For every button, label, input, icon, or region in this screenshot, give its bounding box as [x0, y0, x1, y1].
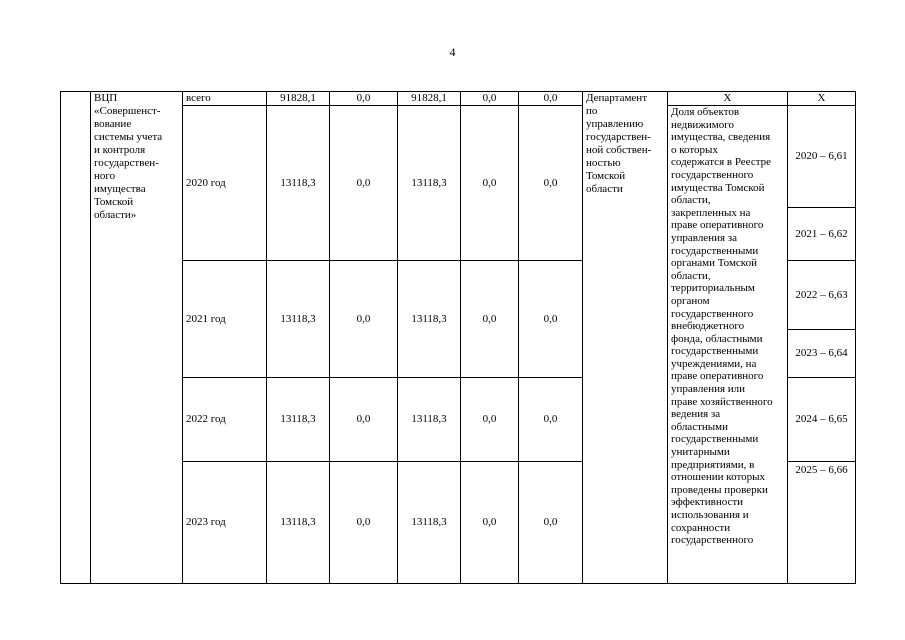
indicator-line: государственными	[671, 345, 759, 358]
indicator-line: праве оперативного	[671, 370, 764, 383]
department-line: ностью	[586, 157, 621, 169]
program-name-line: имущества	[94, 183, 146, 195]
indicator-line: Доля объектов	[671, 106, 740, 118]
indicator-line: областными	[671, 420, 729, 433]
program-name-line: «Совершенст-	[94, 105, 161, 117]
indicator-line: государственного	[671, 307, 754, 320]
program-table	[60, 91, 856, 584]
department-line: государствен-	[586, 131, 651, 143]
indicator-value-cell: 2025 – 6,66	[788, 462, 856, 584]
program-name-line: ного	[94, 170, 116, 182]
indicator-line: недвижимого	[671, 118, 734, 131]
indicator-line: государственными	[671, 244, 759, 257]
regional-cell: 91828,1	[398, 92, 461, 106]
indicator-value-cell: 2020 – 6,61	[788, 106, 856, 208]
indicator-value-cell: 2022 – 6,63	[788, 261, 856, 330]
local-cell: 0,0	[461, 261, 519, 378]
indicator-line: имущества, сведения	[671, 131, 771, 144]
indicator-line: государственного	[671, 168, 754, 181]
indicator-line: государственного	[671, 534, 754, 547]
program-name-line: Томской	[94, 196, 134, 208]
regional-cell: 13118,3	[398, 106, 461, 261]
indicator-line: сохранности	[671, 521, 731, 534]
program-name-cell	[91, 92, 183, 584]
indicator-line: о которых	[671, 143, 718, 156]
department-line: области	[586, 183, 623, 195]
indicator-line: ведения за	[671, 408, 721, 421]
indicator-line: праве оперативного	[671, 219, 764, 232]
federal-cell: 0,0	[330, 462, 398, 584]
indicator-line: праве хозяйственного	[671, 395, 773, 408]
other-cell: 0,0	[519, 92, 583, 106]
value-header-cell: Х	[788, 92, 856, 106]
indicator-line: органом	[671, 294, 710, 307]
department-line: Департамент	[586, 92, 648, 104]
department-line: управлению	[586, 118, 644, 130]
department-cell	[583, 92, 668, 584]
other-cell: 0,0	[519, 106, 583, 261]
period-cell: всего	[183, 92, 267, 106]
indicator-line: унитарными	[671, 446, 730, 459]
total-cell: 13118,3	[267, 378, 330, 462]
indicator-line: отношении которых	[671, 471, 766, 484]
indicator-line: государственными	[671, 433, 759, 446]
federal-cell: 0,0	[330, 106, 398, 261]
federal-cell: 0,0	[330, 92, 398, 106]
page-number: 4	[449, 45, 456, 59]
program-name-line: области»	[94, 209, 137, 221]
other-cell: 0,0	[519, 261, 583, 378]
department-line: по	[586, 105, 598, 117]
total-cell: 13118,3	[267, 261, 330, 378]
department-line: Томской	[586, 170, 626, 182]
local-cell: 0,0	[461, 378, 519, 462]
local-cell: 0,0	[461, 462, 519, 584]
indicator-line: использования и	[671, 509, 749, 521]
indicator-line: предприятиями, в	[671, 458, 755, 471]
total-cell: 13118,3	[267, 106, 330, 261]
index-cell	[61, 92, 91, 584]
period-cell: 2023 год	[183, 462, 267, 584]
other-cell: 0,0	[519, 462, 583, 584]
period-cell: 2021 год	[183, 261, 267, 378]
program-name-line: и контроля	[94, 144, 146, 156]
indicator-line: закрепленных на	[671, 206, 751, 219]
regional-cell: 13118,3	[398, 378, 461, 462]
indicator-line: органами Томской	[671, 257, 757, 270]
indicator-line: территориальным	[671, 282, 755, 295]
indicator-description-cell	[668, 106, 788, 584]
program-name-line: ВЦП	[94, 92, 118, 104]
indicator-value-cell: 2024 – 6,65	[788, 378, 856, 462]
table-row	[61, 92, 856, 106]
indicator-line: имущества Томской	[671, 181, 765, 194]
indicator-line: содержатся в Реестре	[671, 156, 772, 169]
other-cell: 0,0	[519, 378, 583, 462]
local-cell: 0,0	[461, 92, 519, 106]
indicator-line: проведены проверки	[671, 483, 768, 496]
program-name-line: системы учета	[94, 131, 163, 143]
period-cell: 2020 год	[183, 106, 267, 261]
indicator-line: управления за	[671, 231, 737, 244]
total-cell: 13118,3	[267, 462, 330, 584]
program-name-line: государствен-	[94, 157, 159, 169]
department-line: ной собствен-	[586, 144, 652, 156]
indicator-line: управления или	[671, 383, 746, 396]
indicator-line: фонда, областными	[671, 332, 763, 345]
federal-cell: 0,0	[330, 378, 398, 462]
regional-cell: 13118,3	[398, 462, 461, 584]
program-name-line: вование	[94, 118, 132, 130]
indicator-line: учреждениями, на	[671, 357, 757, 370]
indicator-line: области,	[671, 194, 711, 207]
period-cell: 2022 год	[183, 378, 267, 462]
indicator-value-cell: 2023 – 6,64	[788, 330, 856, 378]
indicator-value-cell: 2021 – 6,62	[788, 208, 856, 261]
federal-cell: 0,0	[330, 261, 398, 378]
regional-cell: 13118,3	[398, 261, 461, 378]
total-cell: 91828,1	[267, 92, 330, 106]
indicator-header-cell: Х	[668, 92, 788, 106]
indicator-line: области,	[671, 269, 711, 282]
indicator-line: эффективности	[671, 496, 744, 509]
indicator-line: внебюджетного	[671, 320, 745, 333]
local-cell: 0,0	[461, 106, 519, 261]
